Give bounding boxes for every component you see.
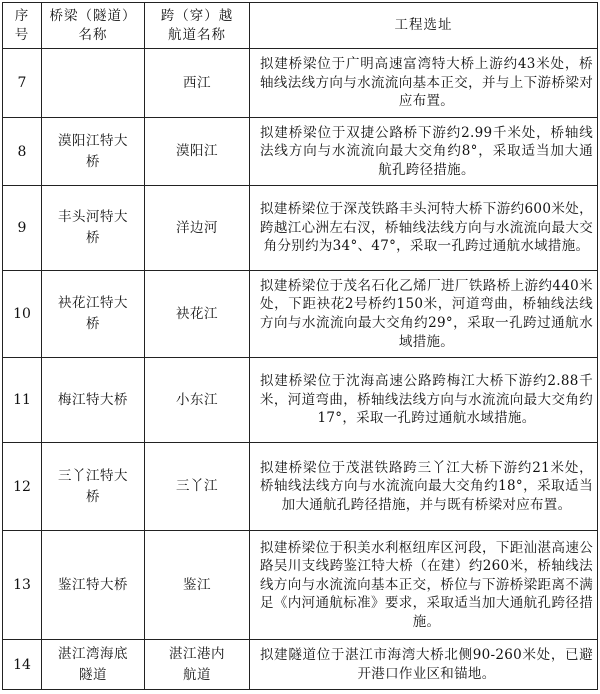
waterway-name: 洋边河 (145, 186, 250, 271)
header-bridge-name: 桥梁（隧道） 名称 (42, 3, 145, 49)
row-number: 10 (3, 271, 42, 358)
table-row (3, 186, 598, 271)
waterway-name: 袂花江 (145, 271, 250, 358)
table-row (3, 531, 598, 640)
row-number: 13 (3, 531, 42, 640)
bridge-name: 湛江湾海底 隧道 (42, 640, 145, 690)
waterway-name: 鉴江 (145, 531, 250, 640)
bridge-name: 鉴江特大桥 (42, 531, 145, 640)
waterway-name: 湛江港内 航道 (145, 640, 250, 690)
table-row (3, 443, 598, 531)
row-number: 9 (3, 186, 42, 271)
site-description: 拟建桥梁位于茂湛铁路跨三丫江大桥下游约21米处，桥轴线法线方向与水流流向最大交角约18°，采取适当加大通航孔跨径措施，并与既有桥梁对应布置。 (250, 443, 598, 531)
row-number: 12 (3, 443, 42, 531)
site-description: 拟建隧道位于湛江市海湾大桥北侧90-260米处，已避开港口作业区和锚地。 (250, 640, 598, 690)
table-row (3, 358, 598, 443)
waterway-name: 三丫江 (145, 443, 250, 531)
table-row (3, 271, 598, 358)
table-row (3, 49, 598, 118)
table-row (3, 640, 598, 690)
header-project-site: 工程选址 (250, 3, 598, 49)
header-number: 序 号 (3, 3, 42, 49)
bridge-name (42, 49, 145, 118)
bridge-name: 丰头河特大 桥 (42, 186, 145, 271)
site-description: 拟建桥梁位于沈海高速公路跨梅江大桥下游约2.88千米，河道弯曲，桥轴线法线方向与水流流向最大交角约17°，采取一孔跨过通航水域措施。 (250, 358, 598, 443)
header-row (3, 3, 598, 49)
site-description: 拟建桥梁位于深茂铁路丰头河特大桥下游约600米处，跨越江心洲左右汊，桥轴线法线方向与水流流向最大交角分别约为34°、47°，采取一孔跨过通航水域措施。 (250, 186, 598, 271)
row-number: 11 (3, 358, 42, 443)
waterway-name: 小东江 (145, 358, 250, 443)
project-site-table (2, 2, 598, 690)
row-number: 7 (3, 49, 42, 118)
bridge-name: 袂花江特大 桥 (42, 271, 145, 358)
bridge-name: 梅江特大桥 (42, 358, 145, 443)
site-description: 拟建桥梁位于茂名石化乙烯厂进厂铁路桥上游约440米处，下距袂花2号桥约150米，河道弯曲，桥轴线法线方向与水流流向最大交角约29°，采取一孔跨过通航水域措施。 (250, 271, 598, 358)
site-description: 拟建桥梁位于双捷公路桥下游约2.99千米处，桥轴线法线方向与水流流向最大交角约8°，采取适当加大通航孔跨径措施。 (250, 118, 598, 186)
header-waterway-name: 跨（穿）越 航道名称 (145, 3, 250, 49)
bridge-name: 漠阳江特大 桥 (42, 118, 145, 186)
site-description: 拟建桥梁位于广明高速富湾特大桥上游约43米处，桥轴线法线方向与水流流向基本正交，并与上下游桥梁对应布置。 (250, 49, 598, 118)
table-row (3, 118, 598, 186)
row-number: 14 (3, 640, 42, 690)
row-number: 8 (3, 118, 42, 186)
bridge-name: 三丫江特大 桥 (42, 443, 145, 531)
site-description: 拟建桥梁位于积美水利枢纽库区河段，下距汕湛高速公路吴川支线跨鉴江特大桥（在建）约260米，桥轴线法线方向与水流流向基本正交，桥位与下游桥梁距离不满足《内河通航标准》要求，采取适当加大通航孔跨径措施。 (250, 531, 598, 640)
waterway-name: 西江 (145, 49, 250, 118)
waterway-name: 漠阳江 (145, 118, 250, 186)
